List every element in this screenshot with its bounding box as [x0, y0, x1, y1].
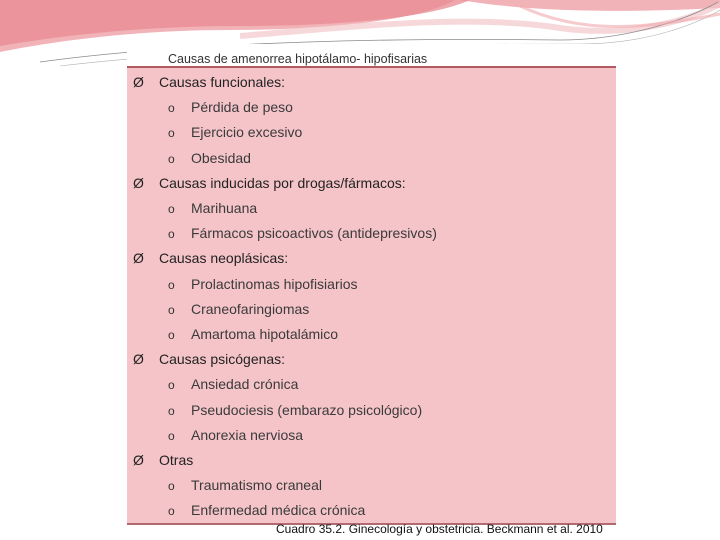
bullet-icon: o: [168, 151, 175, 166]
category-label: Otras: [159, 452, 194, 468]
table-title: Causas de amenorrea hipotálamo- hipofisarias: [168, 52, 428, 66]
bullet-icon: o: [168, 101, 175, 116]
bullet-icon: o: [168, 378, 175, 393]
bullet-icon: o: [168, 277, 175, 292]
table-caption: Cuadro 35.2. Ginecología y obstetricia. Beckmann et al. 2010: [276, 522, 603, 536]
list-item: Fármacos psicoactivos (antidepresivos): [191, 225, 437, 242]
list-item: Anorexia nerviosa: [191, 426, 304, 443]
list-item: Enfermedad médica crónica: [191, 502, 366, 519]
category-arrow-icon: Ø: [133, 174, 144, 191]
list-item: Obesidad: [191, 149, 251, 166]
category-arrow-icon: Ø: [133, 74, 144, 90]
category-label: Causas inducidas por drogas/fármacos:: [159, 174, 406, 191]
category-label: Causas neoplásicas:: [159, 250, 289, 267]
category-label: Causas funcionales:: [159, 74, 286, 90]
category-arrow-icon: Ø: [133, 250, 144, 267]
list-item: Prolactinomas hipofisiarios: [191, 275, 358, 292]
bullet-icon: o: [168, 403, 175, 418]
list-item: Amartoma hipotalámico: [191, 326, 339, 342]
list-item: Traumatismo craneal: [191, 477, 322, 494]
bullet-icon: o: [168, 428, 175, 443]
category-arrow-icon: Ø: [133, 452, 144, 468]
category-label: Causas psicógenas:: [159, 351, 286, 368]
bullet-icon: o: [168, 479, 175, 494]
bullet-icon: o: [168, 126, 175, 141]
list-item: Pérdida de peso: [191, 99, 293, 116]
category-arrow-icon: Ø: [133, 351, 144, 368]
bullet-icon: o: [168, 302, 175, 317]
list-item: Craneofaringiomas: [191, 300, 310, 317]
list-item: Ansiedad crónica: [191, 376, 299, 393]
bullet-icon: o: [168, 227, 175, 242]
bullet-icon: o: [168, 328, 175, 342]
list-item: Pseudociesis (embarazo psicológico): [191, 401, 423, 418]
bullet-icon: o: [168, 202, 175, 216]
list-item: Ejercicio excesivo: [191, 124, 303, 141]
list-item: Marihuana: [191, 200, 258, 216]
bullet-icon: o: [168, 504, 175, 519]
